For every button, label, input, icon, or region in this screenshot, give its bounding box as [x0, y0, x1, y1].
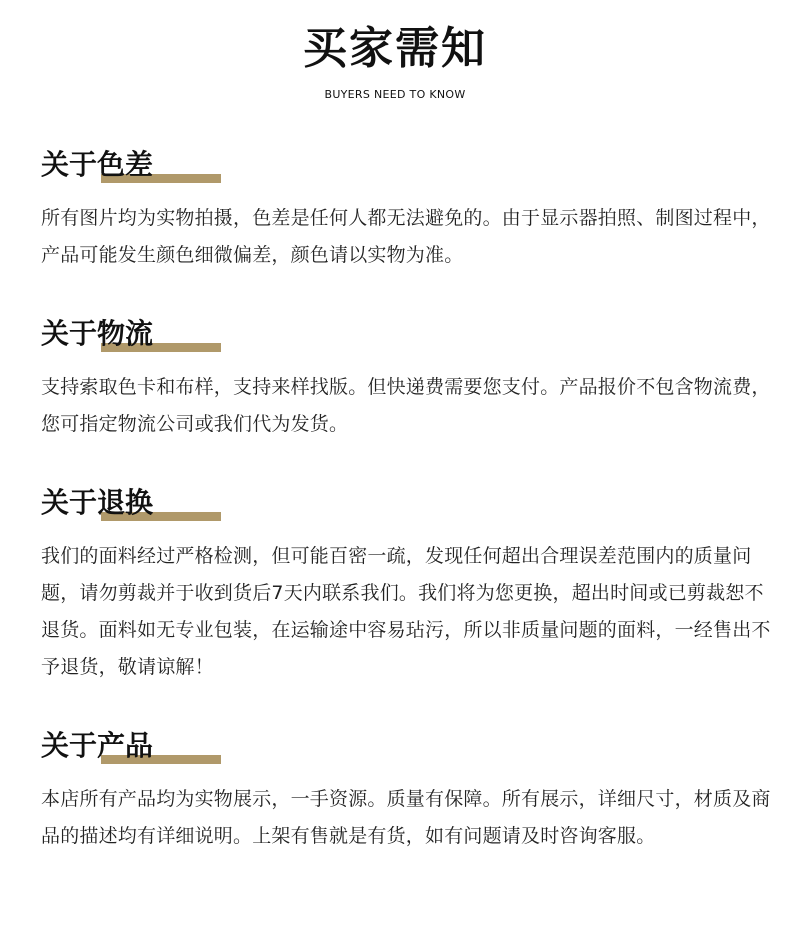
- page-subtitle: BUYERS NEED TO KNOW: [324, 88, 466, 101]
- page-header: [0, 22, 790, 102]
- section-heading: 关于退换: [41, 486, 154, 519]
- section-color-difference: [41, 148, 771, 274]
- section-products: [41, 729, 771, 855]
- section-heading: 关于产品: [41, 729, 154, 762]
- section-body: 支持索取色卡和布样，支持来样找版。但快递费需要您支付。产品报价不包含物流费，您可指定物流公司或我们代为发货。: [41, 376, 771, 435]
- section-heading-wrap: [41, 486, 153, 526]
- section-heading: 关于色差: [41, 148, 154, 181]
- section-heading-wrap: [41, 317, 153, 357]
- section-body: 我们的面料经过严格检测，但可能百密一疏，发现任何超出合理误差范围内的质量问题，请勿剪裁并于收到货后7天内联系我们。我们将为您更换，超出时间或已剪裁恕不退货。面料如无专业包装，在运输途中容易玷污，所以非质量问题的面料，一经售出不予退货，敬请谅解！: [41, 545, 771, 678]
- section-logistics: [41, 317, 771, 443]
- section-returns: [41, 486, 771, 686]
- section-heading-wrap: [41, 729, 153, 769]
- section-body: 所有图片均为实物拍摄，色差是任何人都无法避免的。由于显示器拍照、制图过程中，产品可能发生颜色细微偏差，颜色请以实物为准。: [41, 207, 771, 266]
- section-heading-wrap: [41, 148, 153, 188]
- section-heading: 关于物流: [41, 317, 154, 350]
- page-title: 买家需知: [303, 23, 487, 74]
- section-body: 本店所有产品均为实物展示，一手资源。质量有保障。所有展示，详细尺寸，材质及商品的描述均有详细说明。上架有售就是有货，如有问题请及时咨询客服。: [41, 788, 771, 847]
